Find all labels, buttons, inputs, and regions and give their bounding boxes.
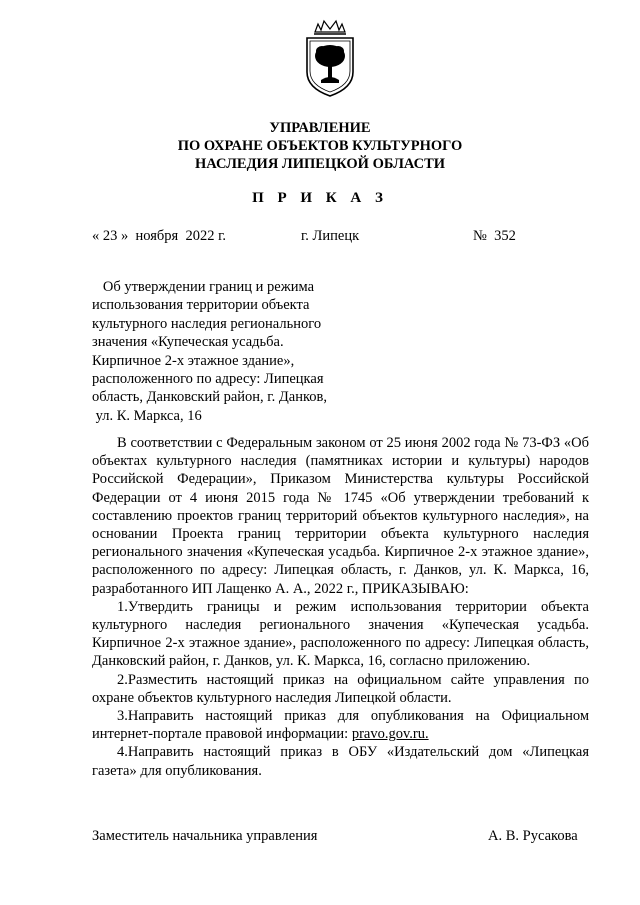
subject-line: значения «Купеческая усадьба. <box>92 334 284 351</box>
order-item-3 <box>92 707 589 743</box>
subject-line: культурного наследия регионального <box>92 315 322 332</box>
order-subject <box>92 278 352 425</box>
preamble-paragraph: В соответствии с Федеральным законом от 25 июня 2002 года № 73-ФЗ «Об объектах культурного наследия (памятниках истории и культуры) народов Российской Федерации», Приказом Министерства культуры Российской Федерации от 4 июня 2015 года № 1745 «Об утверждении требований к составлению проектов границ территорий объектов культурного наследия», на основании Проекта границ территории объекта культурного наследия регионального значения «Купеческая усадьба. Кирпичное 2-х этажное здание», расположенного по адресу: Липецкая область, г. Данков, ул. К. Маркса, 16, разработанного ИП Лащенко А. А., 2022 г., ПРИКАЗЫВАЮ: <box>92 435 589 597</box>
subject-line: Об утверждении границ и режима <box>92 279 315 295</box>
order-body <box>92 434 589 780</box>
coat-of-arms-icon <box>301 18 359 100</box>
subject-line: расположенного по адресу: Липецкая <box>92 371 324 388</box>
order-item-1: 1.Утвердить границы и режим использования территории объекта культурного наследия регионального значения «Купеческая усадьба. Кирпичное 2-х этажное здание», расположенного по адресу: Липецкая область, Данковский район, г. Данков, ул. К. Маркса, 16, согласно приложению. <box>92 598 589 670</box>
organization-line: ПО ОХРАНЕ ОБЪЕКТОВ КУЛЬТУРНОГО <box>177 138 463 154</box>
order-item-3-text: 3.Направить настоящий приказ для опубликования на Официальном интернет-портале правовой информации: <box>92 708 589 743</box>
order-date: « 23 » ноября 2022 г. <box>92 228 227 244</box>
signatory-name: А. В. Русакова <box>488 828 578 844</box>
subject-line: Кирпичное 2-х этажное здание», <box>92 352 295 369</box>
signatory-role: Заместитель начальника управления <box>92 828 318 844</box>
organization-header <box>0 119 640 173</box>
document-title: П Р И К А З <box>252 190 388 206</box>
order-item-4: 4.Направить настоящий приказ в ОБУ «Издательский дом «Липецкая газета» для опубликования. <box>92 744 589 779</box>
organization-line: УПРАВЛЕНИЕ <box>269 120 371 136</box>
subject-line: область, Данковский район, г. Данков, <box>92 389 327 406</box>
order-city: г. Липецк <box>301 228 360 244</box>
subject-line: ул. К. Маркса, 16 <box>92 407 202 424</box>
order-number: № 352 <box>473 228 516 244</box>
organization-line: НАСЛЕДИЯ ЛИПЕЦКОЙ ОБЛАСТИ <box>194 156 446 172</box>
subject-line: использования территории объекта <box>92 297 310 314</box>
order-item-2: 2.Разместить настоящий приказ на официальном сайте управления по охране объектов культурного наследия Липецкой области. <box>92 671 589 706</box>
pravo-link[interactable]: pravo.gov.ru. <box>351 726 429 743</box>
